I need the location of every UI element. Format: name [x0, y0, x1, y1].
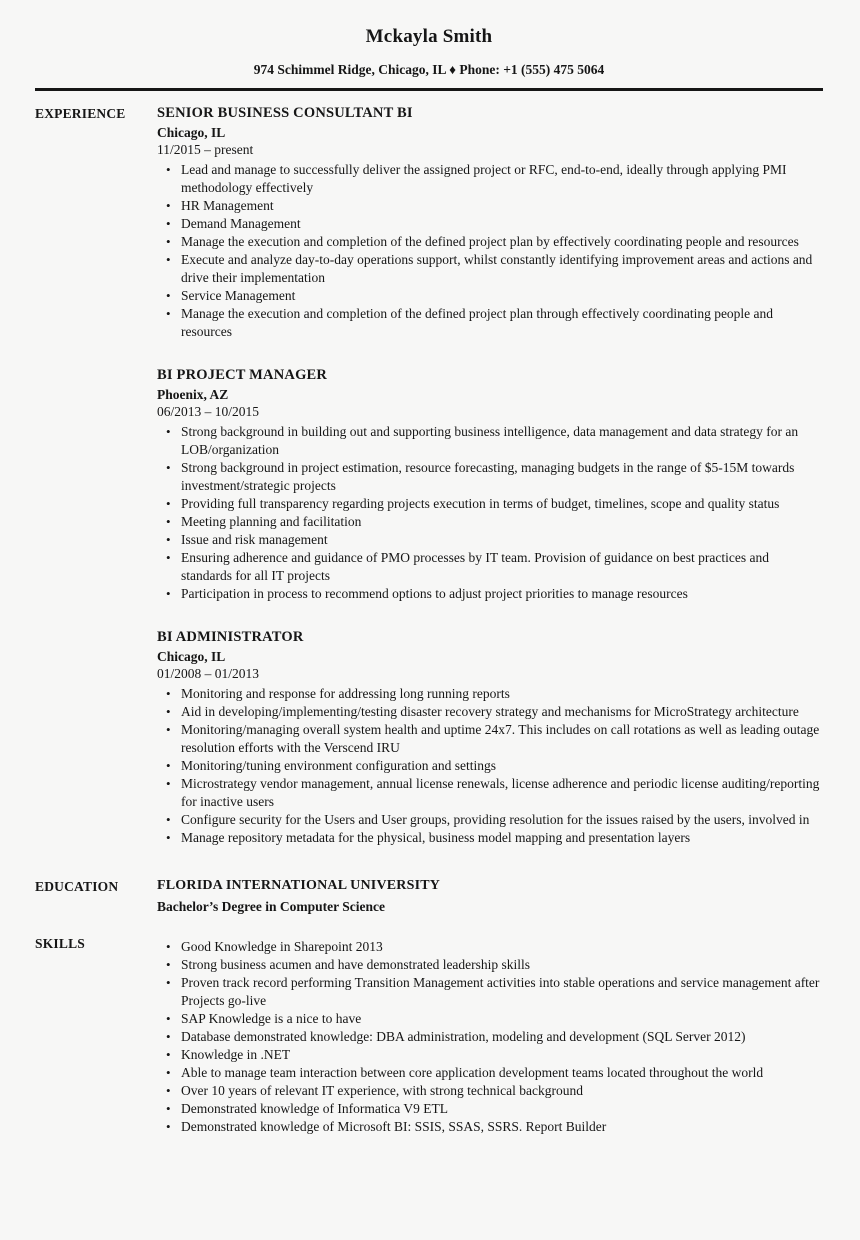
bullet-item: • Strong business acumen and have demonstrated leadership skills [157, 956, 823, 974]
section-label-education: EDUCATION [35, 879, 119, 894]
job-title: BI PROJECT MANAGER [157, 367, 328, 383]
skills-list [157, 938, 823, 1136]
section-label-experience: EXPERIENCE [35, 106, 126, 121]
bullet-item: • Issue and risk management [157, 531, 823, 549]
bullet-item: • Configure security for the Users and User groups, providing resolution for the issues raised by the users, involved in [157, 811, 823, 829]
bullet-item: • Monitoring/tuning environment configuration and settings [157, 757, 823, 775]
bullet-item: • SAP Knowledge is a nice to have [157, 1010, 823, 1028]
job-bullet-list [157, 685, 823, 847]
job-bullet-list [157, 423, 823, 603]
bullet-item: • Strong background in building out and supporting business intelligence, data management and data strategy for an LOB/organization [157, 423, 823, 459]
job-entry [157, 367, 823, 603]
job-entry [157, 105, 823, 341]
bullet-item: • Service Management [157, 287, 823, 305]
bullet-item: • Ensuring adherence and guidance of PMO processes by IT team. Provision of guidance on best practices and standards for all IT projects [157, 549, 823, 585]
bullet-item: • Participation in process to recommend options to adjust project priorities to manage resources [157, 585, 823, 603]
section-education [35, 878, 823, 915]
contact-line: 974 Schimmel Ridge, Chicago, IL ♦ Phone: +1 (555) 475 5064 [253, 62, 605, 77]
resume-header [35, 26, 823, 91]
section-skills [35, 935, 823, 1136]
bullet-item: • Demonstrated knowledge of Informatica V9 ETL [157, 1100, 823, 1118]
bullet-item: • Demonstrated knowledge of Microsoft BI: SSIS, SSAS, SSRS. Report Builder [157, 1118, 823, 1136]
job-dates: 01/2008 – 01/2013 [157, 666, 260, 681]
bullet-item: • Manage the execution and completion of the defined project plan by effectively coordinating people and resources [157, 233, 823, 251]
job-location: Phoenix, AZ [157, 387, 229, 402]
bullet-item: • Proven track record performing Transition Management activities into stable operations and service management after Projects go-live [157, 974, 823, 1010]
bullet-item: • Microstrategy vendor management, annual license renewals, license adherence and periodic license auditing/reporting for inactive users [157, 775, 823, 811]
bullet-item: • Providing full transparency regarding projects execution in terms of budget, timelines, scope and quality status [157, 495, 823, 513]
bullet-item: • HR Management [157, 197, 823, 215]
bullet-item: • Able to manage team interaction between core application development teams located throughout the world [157, 1064, 823, 1082]
bullet-item: • Lead and manage to successfully deliver the assigned project or RFC, end-to-end, ideally through applying PMI methodology effectively [157, 161, 823, 197]
bullet-item: • Knowledge in .NET [157, 1046, 823, 1064]
education-content [157, 878, 823, 915]
bullet-item: • Strong background in project estimation, resource forecasting, managing budgets in the range of $5-15M towards investment/strategic projects [157, 459, 823, 495]
bullet-item: • Database demonstrated knowledge: DBA administration, modeling and development (SQL Server 2012) [157, 1028, 823, 1046]
candidate-name: Mckayla Smith [365, 26, 493, 47]
bullet-item: • Meeting planning and facilitation [157, 513, 823, 531]
job-entry [157, 629, 823, 847]
job-title: BI ADMINISTRATOR [157, 629, 304, 645]
job-location: Chicago, IL [157, 649, 226, 664]
bullet-item: • Manage the execution and completion of the defined project plan through effectively coordinating people and resources [157, 305, 823, 341]
bullet-item: • Good Knowledge in Sharepoint 2013 [157, 938, 823, 956]
section-label-skills: SKILLS [35, 936, 85, 951]
job-dates: 11/2015 – present [157, 142, 254, 157]
bullet-item: • Monitoring and response for addressing long running reports [157, 685, 823, 703]
school-name: FLORIDA INTERNATIONAL UNIVERSITY [157, 878, 441, 893]
bullet-item: • Execute and analyze day-to-day operations support, whilst constantly identifying improvement areas and actions and drive their implementation [157, 251, 823, 287]
job-dates: 06/2013 – 10/2015 [157, 404, 260, 419]
experience-content [157, 105, 823, 847]
section-experience [35, 105, 823, 847]
bullet-item: • Aid in developing/implementing/testing disaster recovery strategy and mechanisms for MicroStrategy architecture [157, 703, 823, 721]
bullet-item: • Demand Management [157, 215, 823, 233]
degree-name: Bachelor’s Degree in Computer Science [157, 899, 385, 914]
bullet-item: • Monitoring/managing overall system health and uptime 24x7. This includes on call rotations as well as leading outage resolution efforts with the Verscend IRU [157, 721, 823, 757]
bullet-item: • Manage repository metadata for the physical, business model mapping and presentation layers [157, 829, 823, 847]
header-divider [35, 88, 823, 91]
job-bullet-list [157, 161, 823, 341]
skills-content [157, 935, 823, 1136]
job-title: SENIOR BUSINESS CONSULTANT BI [157, 105, 413, 121]
job-location: Chicago, IL [157, 125, 226, 140]
bullet-item: • Over 10 years of relevant IT experience, with strong technical background [157, 1082, 823, 1100]
